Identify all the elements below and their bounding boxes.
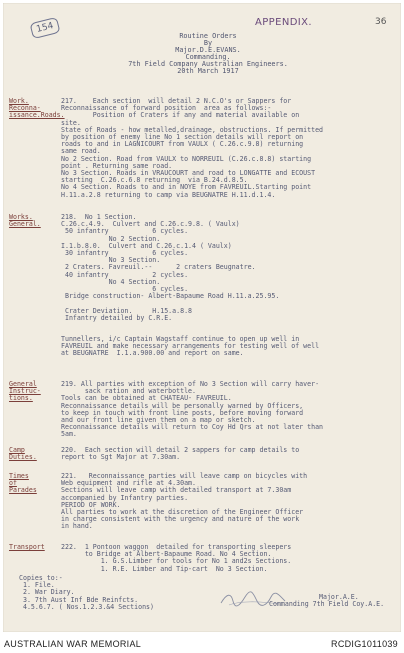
copies-to-list: Copies to:- 1. File. 2. War Diary. 3. 7th Aust Inf Bde Reinfcts. 4.5.6.7. ( Nos.1.2.3.&4 Sections) — [19, 574, 154, 611]
footer-institution: AUSTRALIAN WAR MEMORIAL — [4, 639, 142, 649]
header-company: 7th Field Company Australian Engineers. — [128, 60, 288, 68]
appendix-label: APPENDIX. — [255, 17, 312, 28]
order-217: 217. Each section will detail 2 N.C.O's or Sappers for Reconnaissance of forward position area as follows:- Position of Craters if any and material available on site. State of Roads - how metalled,drainage, obstructions. If permitted by position of enemy line No 1 section details will report on roads to and in LAGNICOURT from VAULX ( C.26.c.9.8) returning same road. No 2 Section. Road from VAULX to NORREUIL (C.26.c.8.8) starting point . Returning same road. No 3 Section. Roads in VRAUCOURT and road to LONGATTE and ECOUST starting C.26.c.6.8 returning via B.24.d.8.5. No 4 Section. Roads to and in NOYE from FAVREUIL.Starting point H.11.a.2.8 returning to camp via BEUGNATRE H.11.d.1.4. — [61, 97, 324, 199]
margin-camp-duties: Camp Duties. — [9, 446, 37, 462]
signoff-rank: Major.A.E. — [319, 593, 359, 601]
margin-works-general: Works. General. — [9, 213, 41, 229]
margin-work-reconnaissance: Work. Reconna- issance.Roads. — [9, 97, 65, 120]
header-commanding: Commanding. — [185, 53, 231, 61]
header-by: By — [203, 39, 213, 47]
footer-record-id: RCDIG1011039 — [331, 639, 398, 649]
margin-transport: Transport — [9, 543, 45, 551]
order-220: 220. Each section will detail 2 sappers for camp details to report to Sgt Major at 7.30am. — [61, 446, 300, 462]
order-219: 219. All parties with exception of No 3 Section will carry haver- sack ration and waterbottle. Tools can be obtained at CHATEAU- FAVREUIL. Reconnaissance details will be personally warned by Officers, to keep in touch with front line posts, before moving forward and our front line given them on a map or sketch. Reconnaissance details will return to Coy Hd Qrs at not later than 5am. — [61, 380, 324, 439]
header-routine-orders: Routine Orders — [179, 32, 237, 40]
archive-footer — [0, 636, 404, 653]
order-221: 221. Reconnaissance parties will leave camp on bicycles with Web equipment and rifle at 4.30am. Sections will leave camp with detailed transport at 7.30am accompanied by Infantry parties. PERIOD OF WORK. All parties to work at the discretion of the Engineer Officer in charge consistent with the urgency and nature of the work in hand. — [61, 472, 308, 531]
header-major: Major.D.E.EVANS. — [175, 46, 241, 54]
header-date: 20th March 1917 — [177, 67, 239, 75]
order-218: 218. No 1 Section. C.26.c.4.9. Culvert and C.26.c.9.8. ( Vaulx) 50 infantry 6 cycles. No 2 Section. I.1.b.8.0. Culvert and C.26.c.1.4 ( Vaulx) 30 infantry 6 cycles. No 3 Section. 2 Craters. Favreuil.-- 2 craters Beugnatre. 40 infantry 2 cycles. No 4 Section. 6 cycles. Bridge construction- Albert-Bapaume Road H.11.a.25.95. Crater Deviation. H.15.a.8.8 Infantry detailed by C.R.E. — [61, 213, 280, 322]
archive-number-stamp: 154 — [29, 17, 60, 39]
page-number: 36 — [375, 17, 387, 27]
margin-times-of-parades: Times of Parades — [9, 472, 37, 495]
tunnellers-note: Tunnellers, i/c Captain Wagstaff continue to open up well in FAVREUIL and make necessary arrangements for testing well of well at BEUGNATRE I.1.a.900.00 and report on same. — [61, 335, 320, 358]
margin-general-instructions: General Instruc- tions. — [9, 380, 41, 403]
order-222: 222. 1 Pontoon waggon detailed for transporting sleepers to Bridge at Albert-Bapaume Road. No 4 Section. 1. G.S.Limber for tools for No 1 and2s Sections. 1. R.E. Limber and Tip-cart No 3 Section. — [61, 543, 292, 573]
signoff-title: Commanding 7th Field Coy.A.E. — [269, 600, 385, 608]
document-page — [3, 3, 401, 632]
